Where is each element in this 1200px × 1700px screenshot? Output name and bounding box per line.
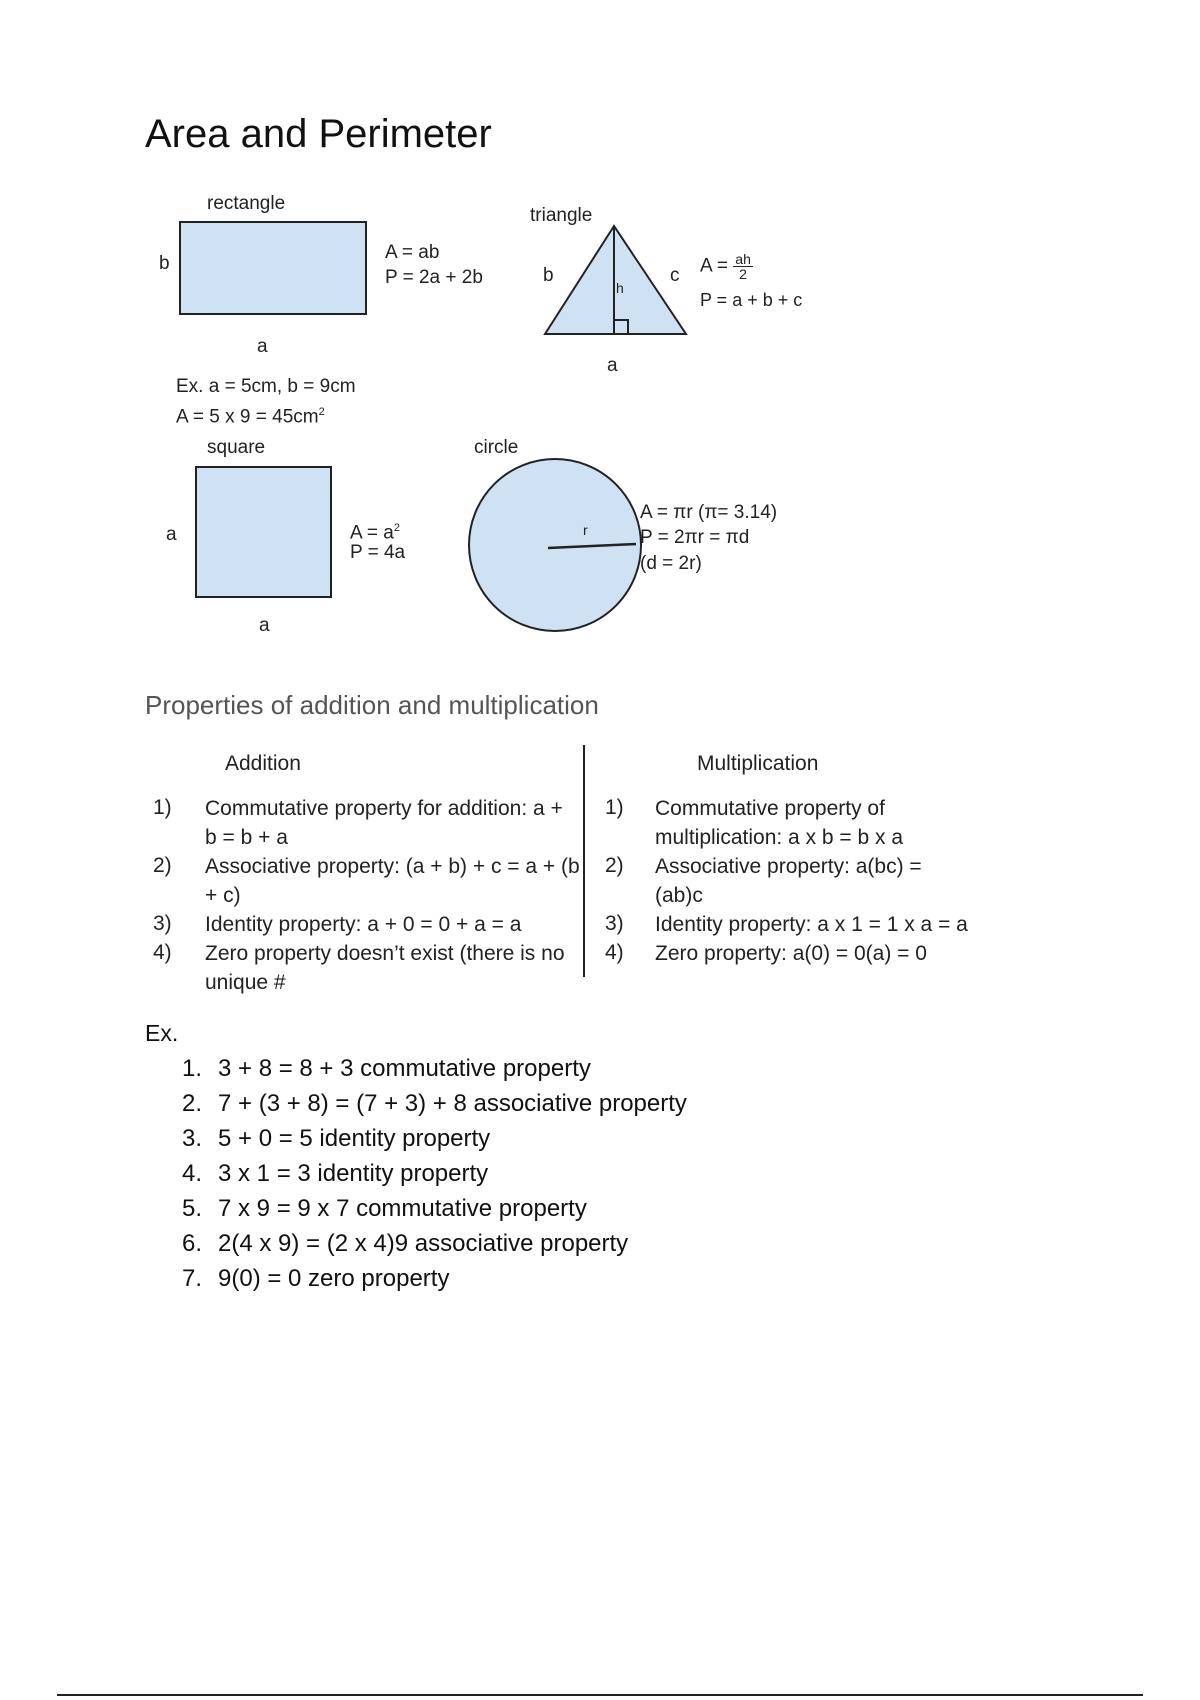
example-item-6-num: 6. xyxy=(182,1230,203,1257)
square-shape xyxy=(196,467,331,597)
example-item-2: 7 + (3 + 8) = (7 + 3) + 8 associative property xyxy=(218,1090,687,1117)
square-label: square xyxy=(207,437,266,458)
rectangle-shape xyxy=(180,222,366,314)
square-area-text: A = a xyxy=(350,522,394,544)
example-unit-superscript: 2 xyxy=(318,406,325,418)
page-bottom-rule xyxy=(57,1694,1143,1696)
rectangle-label: rectangle xyxy=(207,193,286,214)
example-line-2-text: A = 5 x 9 = 45cm xyxy=(176,406,319,428)
square-area-superscript: 2 xyxy=(393,522,400,534)
triangle-side-b: b xyxy=(543,265,554,286)
multiplication-item-3-num: 3) xyxy=(605,912,624,935)
addition-item-2: Associative property: (a + b) + c = a + (b + c) xyxy=(205,855,580,907)
rectangle-side-b: b xyxy=(159,253,170,274)
example-item-2-num: 2. xyxy=(182,1090,203,1117)
example-item-4-num: 4. xyxy=(182,1160,203,1187)
rectangle-side-a: a xyxy=(257,336,268,357)
example-line-2 xyxy=(176,399,325,430)
multiplication-item-1-num: 1) xyxy=(605,796,624,819)
addition-item-1: Commutative property for addition: a + b = b + a xyxy=(205,797,563,849)
addition-item-4-num: 4) xyxy=(153,941,172,964)
circle-perimeter-formula: P = 2πr = πd xyxy=(640,527,750,548)
rectangle-perimeter-formula: P = 2a + 2b xyxy=(385,267,483,288)
triangle-height-label: h xyxy=(616,280,624,296)
shapes-figure xyxy=(0,0,1200,660)
square-perimeter-formula: P = 4a xyxy=(350,542,406,563)
triangle-area-numerator: ah xyxy=(735,251,751,267)
example-item-5: 7 x 9 = 9 x 7 commutative property xyxy=(218,1195,587,1222)
multiplication-item-4: Zero property: a(0) = 0(a) = 0 xyxy=(655,942,927,965)
multiplication-header: Multiplication xyxy=(697,752,819,775)
addition-item-3: Identity property: a + 0 = 0 + a = a xyxy=(205,913,522,936)
properties-heading: Properties of addition and multiplication xyxy=(145,690,599,720)
addition-header: Addition xyxy=(225,752,301,775)
rectangle-area-formula: A = ab xyxy=(385,242,440,263)
example-item-3-num: 3. xyxy=(182,1125,203,1152)
addition-item-3-num: 3) xyxy=(153,912,172,935)
example-item-7-num: 7. xyxy=(182,1265,203,1292)
circle-label: circle xyxy=(474,437,519,458)
triangle-area-prefix: A = xyxy=(700,255,728,277)
triangle-area-formula xyxy=(700,252,753,281)
circle-diameter-formula: (d = 2r) xyxy=(640,553,702,574)
multiplication-item-4-num: 4) xyxy=(605,941,624,964)
example-item-6: 2(4 x 9) = (2 x 4)9 associative property xyxy=(218,1230,629,1257)
addition-item-4: Zero property doesn’t exist (there is no unique # xyxy=(205,942,565,994)
example-item-4: 3 x 1 = 3 identity property xyxy=(218,1160,489,1187)
triangle-side-a: a xyxy=(607,355,618,376)
triangle-label: triangle xyxy=(530,205,593,226)
triangle-area-fraction xyxy=(733,252,753,281)
multiplication-item-3: Identity property: a x 1 = 1 x a = a xyxy=(655,913,968,936)
addition-item-1-num: 1) xyxy=(153,796,172,819)
triangle-area-denominator: 2 xyxy=(739,266,747,282)
square-side-left: a xyxy=(166,524,177,545)
example-item-5-num: 5. xyxy=(182,1195,203,1222)
triangle-perimeter-formula: P = a + b + c xyxy=(700,290,803,310)
multiplication-item-1: Commutative property of multiplication: a x b = b x a xyxy=(655,797,904,849)
example-line-1: Ex. a = 5cm, b = 9cm xyxy=(176,376,356,397)
example-item-3: 5 + 0 = 5 identity property xyxy=(218,1125,491,1152)
multiplication-item-2: Associative property: a(bc) = (ab)c xyxy=(655,855,922,907)
triangle-side-c: c xyxy=(670,265,680,286)
example-item-7: 9(0) = 0 zero property xyxy=(218,1265,450,1292)
addition-item-2-num: 2) xyxy=(153,854,172,877)
page-title: Area and Perimeter xyxy=(145,112,492,156)
example-item-1-num: 1. xyxy=(182,1055,203,1082)
circle-area-formula: A = πr (π= 3.14) xyxy=(640,502,778,523)
circle-radius-label: r xyxy=(583,522,588,538)
examples-title: Ex. xyxy=(145,1020,179,1046)
example-item-1: 3 + 8 = 8 + 3 commutative property xyxy=(218,1055,591,1082)
column-divider xyxy=(583,745,585,977)
square-side-bottom: a xyxy=(259,615,270,636)
multiplication-item-2-num: 2) xyxy=(605,854,624,877)
